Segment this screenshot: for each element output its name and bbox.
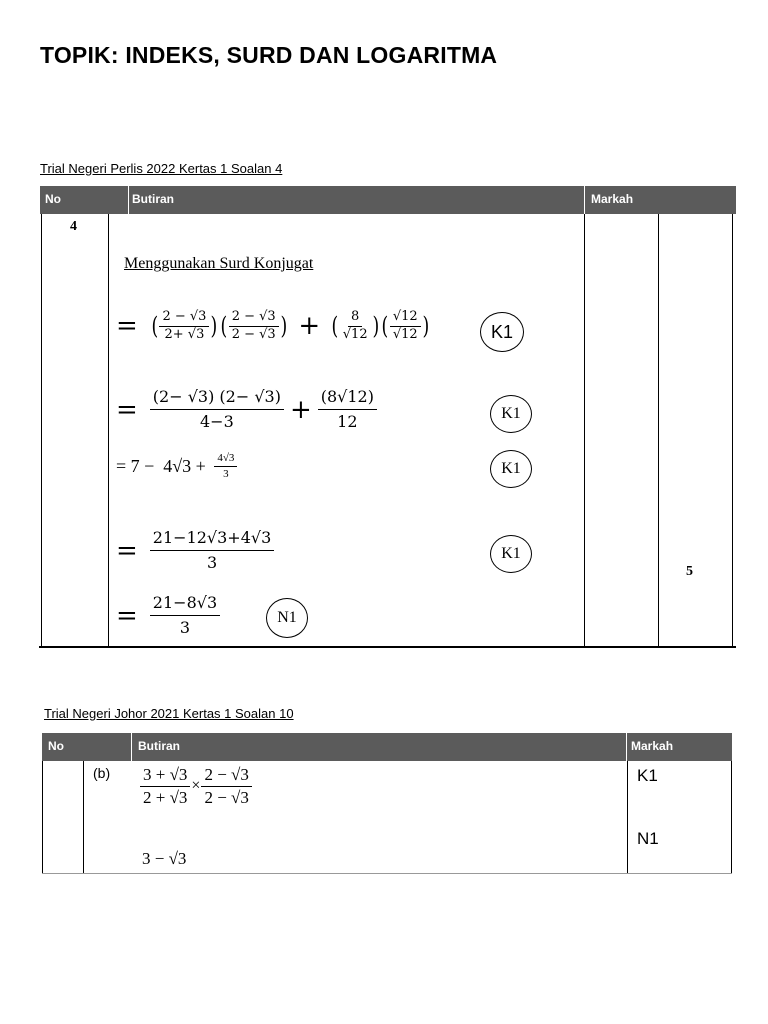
working-step-5 (116, 594, 220, 638)
grid-line (732, 214, 733, 647)
paren: ( (331, 311, 339, 341)
header-butiran: Butiran (138, 739, 180, 753)
mark-k1: K1 (637, 766, 658, 785)
method-intro: Menggunakan Surd Konjugat (124, 255, 314, 272)
working-step-3 (116, 452, 237, 480)
part-label: (b) (93, 765, 111, 781)
section2-table-header (42, 733, 732, 761)
mark-k1-circle: K1 (490, 535, 532, 573)
mark-k1-circle: K1 (480, 312, 524, 352)
section1-caption: Trial Negeri Perlis 2022 Kertas 1 Soalan 4 (40, 161, 283, 176)
section2-caption: Trial Negeri Johor 2021 Kertas 1 Soalan 10 (44, 706, 294, 721)
total-mark: 5 (686, 564, 693, 579)
fraction: $\frac{21-8√3}{3}$ (150, 594, 220, 638)
grid-line (41, 214, 42, 647)
fraction: $\frac{2 - √3}{2 - √3}$ (201, 765, 251, 807)
header-divider (131, 733, 132, 761)
table-bottom-border (39, 646, 736, 648)
paren: ( (151, 311, 158, 341)
grid-line (658, 214, 659, 647)
paren: ) (422, 311, 429, 341)
times-sign: × (191, 777, 201, 795)
grid-line (731, 761, 732, 874)
equals-sign: = (116, 311, 138, 342)
grid-line (627, 761, 628, 874)
paren: ) (372, 311, 379, 341)
equals-sign: = (116, 394, 138, 425)
fraction: $\frac{8}{√12}$ (342, 309, 368, 342)
header-butiran: Butiran (132, 192, 174, 206)
mark-n1-circle: N1 (266, 598, 308, 638)
johor-expression (140, 765, 252, 807)
header-no: No (45, 192, 61, 206)
paren: ( (220, 311, 228, 341)
mark-n1: N1 (637, 829, 659, 848)
working-step-1 (116, 310, 430, 343)
paren: ) (210, 311, 218, 341)
paren: ( (381, 311, 389, 341)
fraction: $\frac{3 + √3}{2 + √3}$ (140, 765, 190, 807)
expression: = 7 − 4√3 + (116, 455, 211, 476)
plus-sign: + (289, 394, 312, 425)
equals-sign: = (116, 600, 138, 631)
working-step-4 (116, 529, 274, 573)
table-bottom-border (42, 873, 732, 874)
working-step-2 (116, 388, 377, 432)
fraction: $\frac{(2- √3) (2- √3)}{4-3}$ (150, 388, 284, 432)
grid-line (83, 761, 84, 874)
question-number: 4 (70, 219, 77, 234)
header-divider (128, 186, 129, 214)
johor-answer: 3 − √3 (142, 849, 187, 868)
page-title: TOPIK: INDEKS, SURD DAN LOGARITMA (40, 42, 498, 68)
mark-k1-circle: K1 (490, 395, 532, 433)
plus-sign: + (298, 311, 321, 342)
header-divider (626, 733, 627, 761)
fraction: $\frac{4√3}{3}$ (214, 452, 237, 480)
header-markah: Markah (591, 192, 634, 206)
fraction: $\frac{21-12√3+4√3}{3}$ (150, 529, 274, 573)
mark-k1-circle: K1 (490, 450, 532, 488)
grid-line (42, 761, 43, 874)
section1-table-header (40, 186, 736, 214)
header-divider (584, 186, 585, 214)
fraction: $\frac{(8√12)}{12}$ (318, 388, 377, 432)
grid-line (584, 214, 585, 647)
paren: ) (280, 311, 287, 341)
header-no: No (48, 739, 64, 753)
header-markah: Markah (631, 739, 674, 753)
fraction: $\frac{2 - √3}{2+ √3}$ (159, 310, 209, 343)
equals-sign: = (116, 535, 138, 566)
fraction: $\frac{√12}{√12}$ (390, 310, 421, 343)
grid-line (108, 214, 109, 647)
fraction: $\frac{2 - √3}{2 - √3}$ (229, 310, 279, 343)
